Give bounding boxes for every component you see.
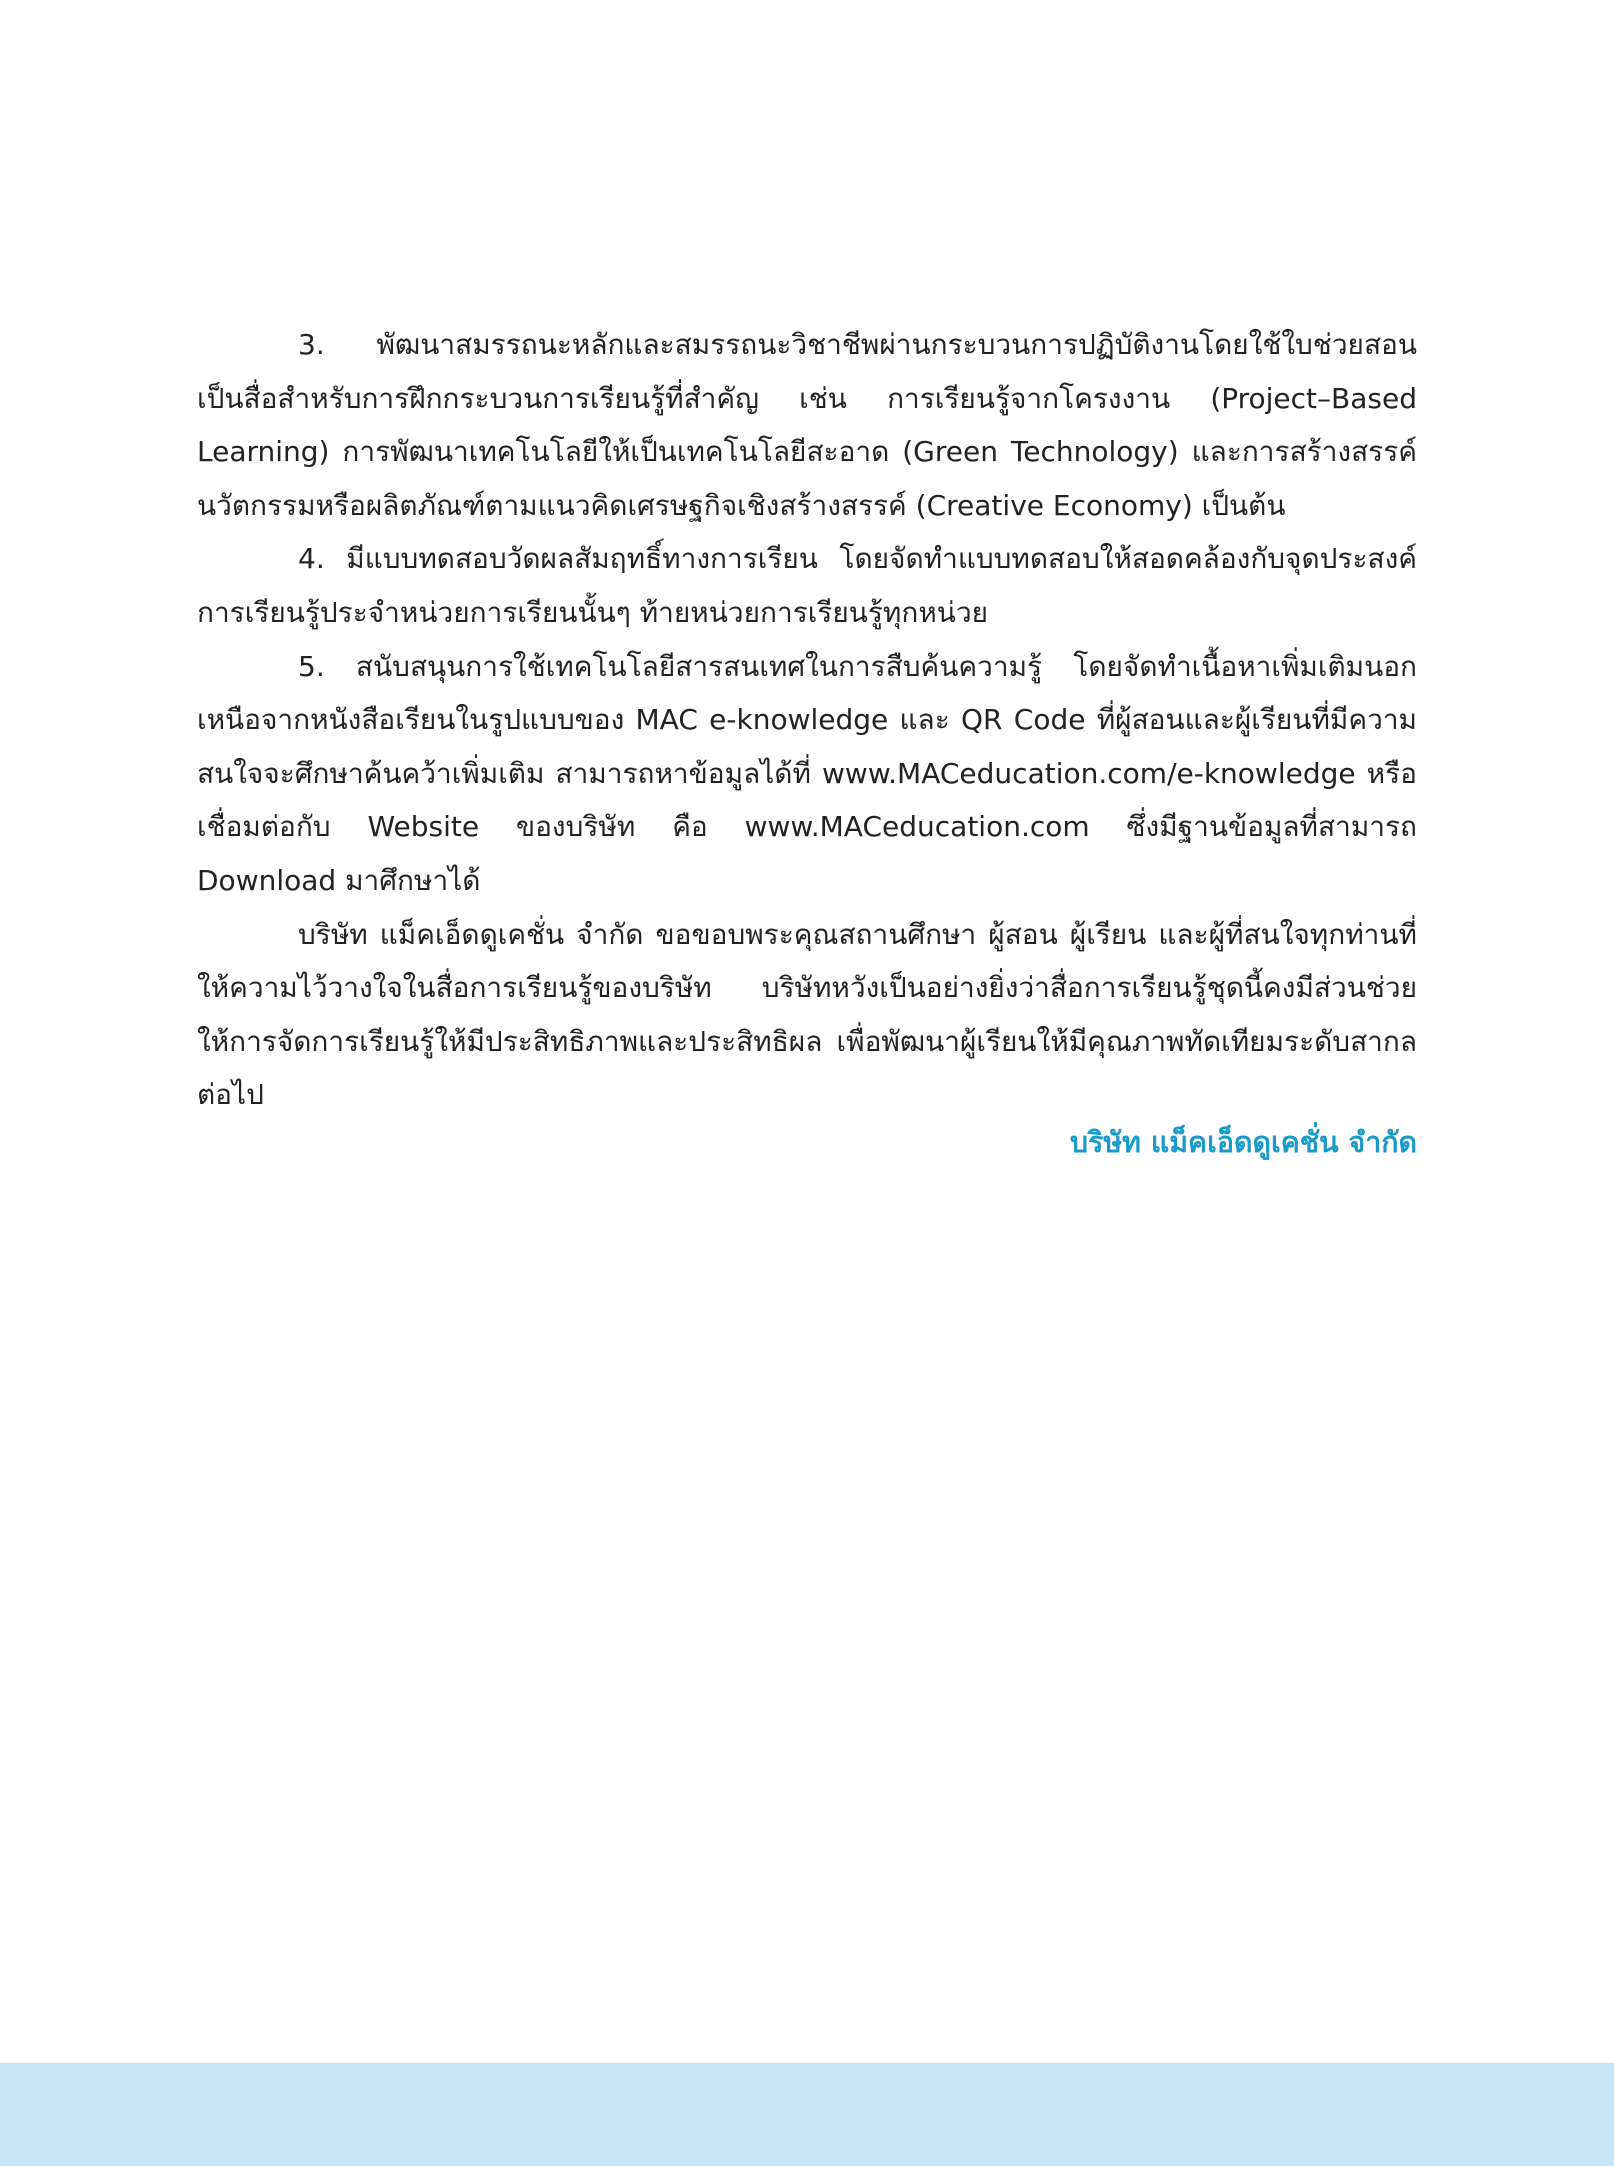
footer-band: [0, 2063, 1614, 2166]
body-text: [197, 318, 1417, 1122]
paragraph-item-4: 4. มีแบบทดสอบวัดผลสัมฤทธิ์ทางการเรียน โดยจัดทำแบบทดสอบให้สอดคล้องกับจุดประสงค์การเรียนรู้ประจำหน่วยการเรียนนั้นๆ ท้ายหน่วยการเรียนรู้ทุกหน่วย: [197, 542, 1417, 629]
paragraph-item-5: 5. สนับสนุนการใช้เทคโนโลยีสารสนเทศในการสืบค้นความรู้ โดยจัดทำเนื้อหาเพิ่มเติมนอกเหนือจากหนังสือเรียนในรูปแบบของ MAC e-knowledge และ QR Code ที่ผู้สอนและผู้เรียนที่มีความสนใจจะศึกษาค้นคว้าเพิ่มเติม สามารถหาข้อมูลได้ที่ www.MACeducation.com/e-knowledge หรือเชื่อมต่อกับ Website ของบริษัท คือ www.MACeducation.com ซึ่งมีฐานข้อมูลที่สามารถ Download มาศึกษาได้: [197, 649, 1417, 897]
company-signature: บริษัท แม็คเอ็ดดูเคชั่น จำกัด: [1069, 1126, 1417, 1159]
paragraph-item-3: 3. พัฒนาสมรรถนะหลักและสมรรถนะวิชาชีพผ่านกระบวนการปฏิบัติงานโดยใช้ใบช่วยสอนเป็นสื่อสำหรับการฝึกกระบวนการเรียนรู้ที่สำคัญ เช่น การเรียนรู้จากโครงงาน (Project–Based Learning) การพัฒนาเทคโนโลยีให้เป็นเทคโนโลยีสะอาด (Green Technology) และการสร้างสรรค์นวัตกรรมหรือผลิตภัณฑ์ตามแนวคิดเศรษฐกิจเชิงสร้างสรรค์ (Creative Economy) เป็นต้น: [197, 328, 1417, 522]
paragraph-acknowledgement: บริษัท แม็คเอ็ดดูเคชั่น จำกัด ขอขอบพระคุณสถานศึกษา ผู้สอน ผู้เรียน และผู้ที่สนใจทุกท่านที่ให้ความไว้วางใจในสื่อการเรียนรู้ของบริษัท บริษัทหวังเป็นอย่างยิ่งว่าสื่อการเรียนรู้ชุดนี้คงมีส่วนช่วยให้การจัดการเรียนรู้ให้มีประสิทธิภาพและประสิทธิผล เพื่อพัฒนาผู้เรียนให้มีคุณภาพทัดเทียมระดับสากลต่อไป: [197, 917, 1417, 1112]
